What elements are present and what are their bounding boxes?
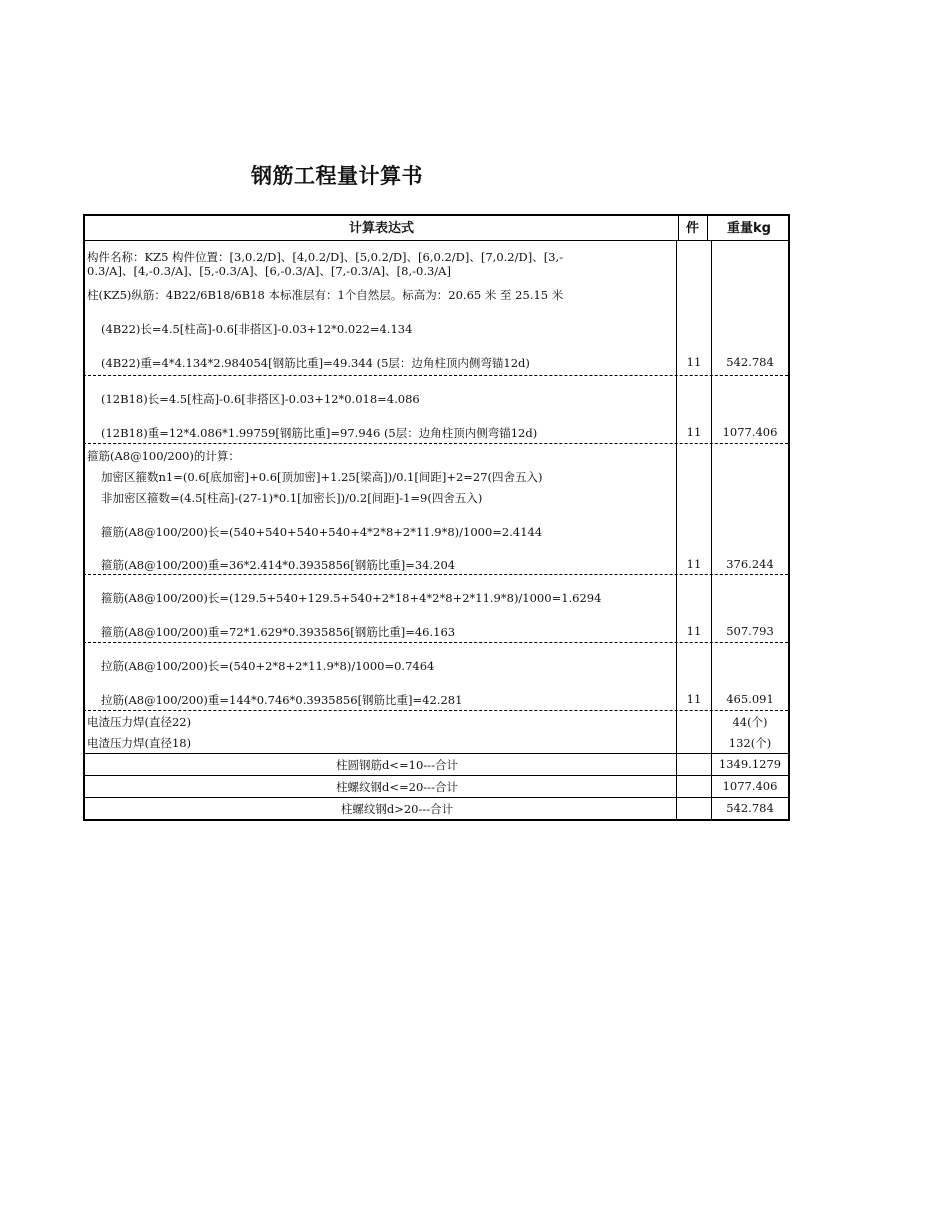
calc-group-stirrup-1	[83, 444, 788, 575]
expr-line: 箍筋(A8@100/200)重=72*1.629*0.3935856[钢筋比重]=46.163	[101, 625, 456, 639]
expr-line: 柱(KZ5)纵筋：4B22/6B18/6B18 本标准层有：1个自然层。标高为：20.65 米 至 25.15 米	[87, 288, 564, 302]
calc-sheet	[83, 214, 790, 821]
count-cell: 11	[686, 692, 702, 706]
total-value: 542.784	[726, 801, 774, 815]
expr-line: 箍筋(A8@100/200)的计算：	[87, 449, 240, 463]
expr-line: (12B18)重=12*4.086*1.99759[钢筋比重]=97.946 (5层：边角柱顶内侧弯锚12d)	[101, 426, 538, 440]
expr-line: (4B22)重=4*4.134*2.984054[钢筋比重]=49.344 (5层：边角柱顶内侧弯锚12d)	[101, 356, 530, 370]
expr-line: (12B18)长=4.5[柱高]-0.6[非搭区]-0.03+12*0.018=4.086	[101, 392, 420, 406]
calc-group-kz5-4b22	[83, 241, 788, 376]
expr-line: 箍筋(A8@100/200)长=(540+540+540+540+4*2*8+2*11.9*8)/1000=2.4144	[101, 525, 543, 539]
page-title: 钢筋工程量计算书	[251, 164, 423, 188]
weight-cell: 507.793	[726, 624, 774, 638]
total-row	[83, 754, 788, 776]
weight-cell: 465.091	[726, 692, 774, 706]
weight-cell: 542.784	[726, 355, 774, 369]
weld-row	[83, 732, 788, 754]
weld-label: 电渣压力焊(直径22)	[87, 715, 192, 729]
calc-group-stirrup-2	[83, 575, 788, 643]
expr-line: 箍筋(A8@100/200)长=(129.5+540+129.5+540+2*18+4*2*8+2*11.9*8)/1000=1.6294	[101, 591, 602, 605]
expr-line: 构件名称：KZ5 构件位置：[3,0.2/D]、[4,0.2/D]、[5,0.2/D]、[6,0.2/D]、[7,0.2/D]、[3,-	[87, 250, 564, 264]
calc-group-tie-bar	[83, 643, 788, 711]
total-row	[83, 798, 788, 821]
header-expression: 计算表达式	[85, 216, 679, 241]
weld-value: 132(个)	[728, 736, 772, 750]
header-count: 件	[678, 216, 708, 241]
count-cell: 11	[686, 355, 702, 369]
weight-cell: 376.244	[726, 557, 774, 571]
expr-line: 0.3/A]、[4,-0.3/A]、[5,-0.3/A]、[6,-0.3/A]、[7,-0.3/A]、[8,-0.3/A]	[87, 264, 451, 278]
weld-label: 电渣压力焊(直径18)	[87, 736, 192, 750]
expr-line: 拉筋(A8@100/200)长=(540+2*8+2*11.9*8)/1000=0.7464	[101, 659, 435, 673]
expr-line: (4B22)长=4.5[柱高]-0.6[非搭区]-0.03+12*0.022=4.134	[101, 322, 413, 336]
weight-cell: 1077.406	[722, 425, 778, 439]
weld-value: 44(个)	[732, 715, 768, 729]
expr-line: 加密区箍数n1=(0.6[底加密]+0.6[顶加密]+1.25[梁高])/0.1[间距]+2=27(四舍五入)	[101, 470, 543, 484]
total-label: 柱螺纹钢d<=20---合计	[336, 780, 458, 794]
table-header	[83, 214, 790, 241]
expr-line: 非加密区箍数=(4.5[柱高]-(27-1)*0.1[加密长])/0.2[间距]-1=9(四舍五入)	[101, 491, 483, 505]
count-cell: 11	[686, 624, 702, 638]
count-cell: 11	[686, 425, 702, 439]
count-cell: 11	[686, 557, 702, 571]
expr-line: 箍筋(A8@100/200)重=36*2.414*0.3935856[钢筋比重]=34.204	[101, 558, 456, 572]
calc-group-12b18	[83, 376, 788, 444]
total-label: 柱圆钢筋d<=10---合计	[336, 758, 458, 772]
expr-line: 拉筋(A8@100/200)重=144*0.746*0.3935856[钢筋比重]=42.281	[101, 693, 463, 707]
total-value: 1077.406	[722, 779, 778, 793]
total-label: 柱螺纹钢d>20---合计	[340, 802, 454, 816]
header-weight: 重量kg	[727, 221, 771, 236]
weld-row	[83, 711, 788, 732]
total-value: 1349.1279	[718, 757, 782, 771]
total-row	[83, 776, 788, 798]
table-body	[83, 241, 790, 821]
